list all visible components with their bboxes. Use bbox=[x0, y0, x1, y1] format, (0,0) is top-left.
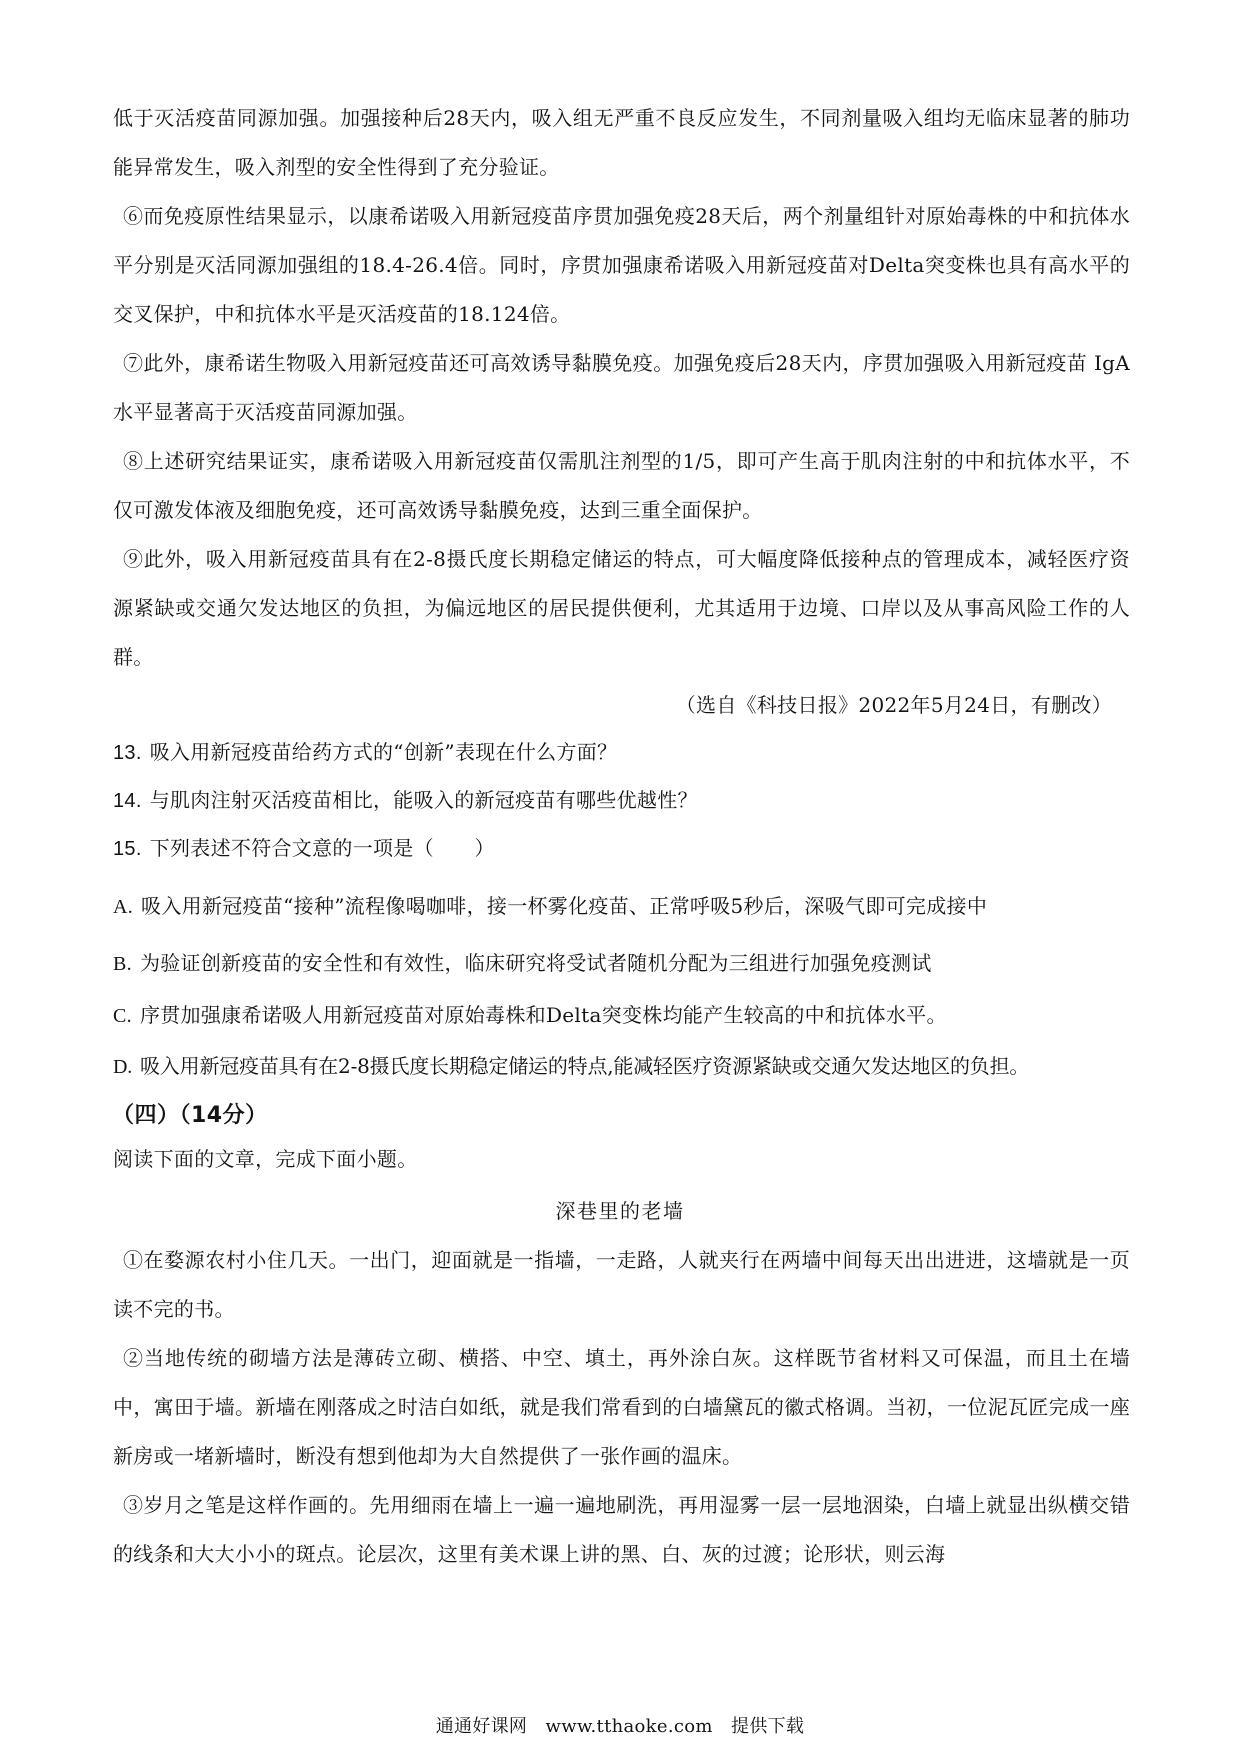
section-heading: （四）（14分） bbox=[112, 1103, 268, 1128]
question-text: 与肌肉注射灭活疫苗相比，能吸入的新冠疫苗有哪些优越性？ bbox=[149, 788, 698, 812]
option-d bbox=[113, 1051, 1029, 1082]
option-text: 吸入用新冠疫苗具有在2-8摄氏度长期稳定储运的特点,能减轻医疗资源紧缺或交通欠发达地区的负担。 bbox=[140, 1054, 1030, 1078]
question-text: 下列表述不符合文意的一项是（ ） bbox=[149, 836, 495, 860]
article-paragraph-3: ③岁月之笔是这样作画的。先用细雨在墙上一遍一遍地刷洗，再用湿雾一层一层地洇染，白墙上就显出纵横交错的线条和大大小小的斑点。论层次，这里有美术课上讲的黑、白、灰的过渡；论形状，则云海 bbox=[113, 1493, 1130, 1566]
question-15 bbox=[113, 833, 495, 864]
article-paragraph-2: ②当地传统的砌墙方法是薄砖立砌、横搭、中空、填土，再外涂白灰。这样既节省材料又可保温，而且土在墙中，寓田于墙。新墙在刚落成之时洁白如纸，就是我们常看到的白墙黛瓦的徽式格调。当初，一位泥瓦匠完成一座新房或一堵新墙时，断没有想到他却为大自然提供了一张作画的温床。 bbox=[113, 1346, 1130, 1468]
paragraph-9: ⑨此外，吸入用新冠疫苗具有在2-8摄氏度长期稳定储运的特点，可大幅度降低接种点的管理成本，减轻医疗资源紧缺或交通欠发达地区的负担，为偏远地区的居民提供便利，尤其适用于边境、口岸以及从事高风险工作的人群。 bbox=[113, 547, 1130, 669]
article-body bbox=[113, 1236, 1130, 1579]
option-label: D. bbox=[113, 1056, 133, 1078]
paragraph-6: ⑥而免疫原性结果显示，以康希诺吸入用新冠疫苗序贯加强免疫28天后，两个剂量组针对原始毒株的中和抗体水平分别是灭活同源加强组的18.4-26.4倍。同时，序贯加强康希诺吸入用新冠疫苗对Delta突变株也具有高水平的交叉保护，中和抗体水平是灭活疫苗的18.124倍。 bbox=[113, 204, 1130, 326]
question-13 bbox=[113, 737, 617, 768]
passage-part1 bbox=[113, 94, 1130, 682]
question-number: 13. bbox=[113, 742, 142, 764]
paragraph-7: ⑦此外，康希诺生物吸入用新冠疫苗还可高效诱导黏膜免疫。加强免疫后28天内，序贯加强吸入用新冠疫苗 IgA 水平显著高于灭活疫苗同源加强。 bbox=[113, 351, 1130, 424]
option-b bbox=[113, 948, 932, 979]
question-number: 15. bbox=[113, 838, 142, 860]
section-instruction: 阅读下面的文章，完成下面小题。 bbox=[113, 1147, 418, 1171]
question-text: 吸入用新冠疫苗给药方式的“创新”表现在什么方面？ bbox=[149, 740, 618, 764]
option-label: C. bbox=[113, 1005, 132, 1027]
option-text: 序贯加强康希诺吸人用新冠疫苗对原始毒株和Delta突变株均能产生较高的中和抗体水平。 bbox=[139, 1003, 947, 1027]
question-14 bbox=[113, 785, 698, 816]
page-footer: 通通好课网 www.tthaoke.com 提供下载 bbox=[435, 1716, 805, 1737]
option-a bbox=[113, 891, 987, 922]
option-text: 吸入用新冠疫苗“接种”流程像喝咖啡，接一杯雾化疫苗、正常呼吸5秒后，深吸气即可完成接中 bbox=[141, 894, 988, 918]
option-label: A. bbox=[113, 896, 134, 918]
option-label: B. bbox=[113, 953, 132, 975]
option-text: 为验证创新疫苗的安全性和有效性，临床研究将受试者随机分配为三组进行加强免疫测试 bbox=[139, 951, 932, 975]
paragraph-8: ⑧上述研究结果证实，康希诺吸入用新冠疫苗仅需肌注剂型的1/5，即可产生高于肌肉注射的中和抗体水平，不仅可激发体液及细胞免疫，还可高效诱导黏膜免疫，达到三重全面保护。 bbox=[113, 449, 1130, 522]
passage-source: （选自《科技日报》2022年5月24日，有删改） bbox=[675, 693, 1112, 717]
option-c bbox=[113, 1000, 947, 1031]
question-number: 14. bbox=[113, 790, 142, 812]
article-title: 深巷里的老墙 bbox=[555, 1199, 685, 1223]
paragraph-continued: 低于灭活疫苗同源加强。加强接种后28天内，吸入组无严重不良反应发生，不同剂量吸入组均无临床显著的肺功能异常发生，吸入剂型的安全性得到了充分验证。 bbox=[113, 106, 1130, 179]
article-paragraph-1: ①在婺源农村小住几天。一出门，迎面就是一指墙，一走路，人就夹行在两墙中间每天出出进进，这墙就是一页读不完的书。 bbox=[113, 1248, 1130, 1321]
